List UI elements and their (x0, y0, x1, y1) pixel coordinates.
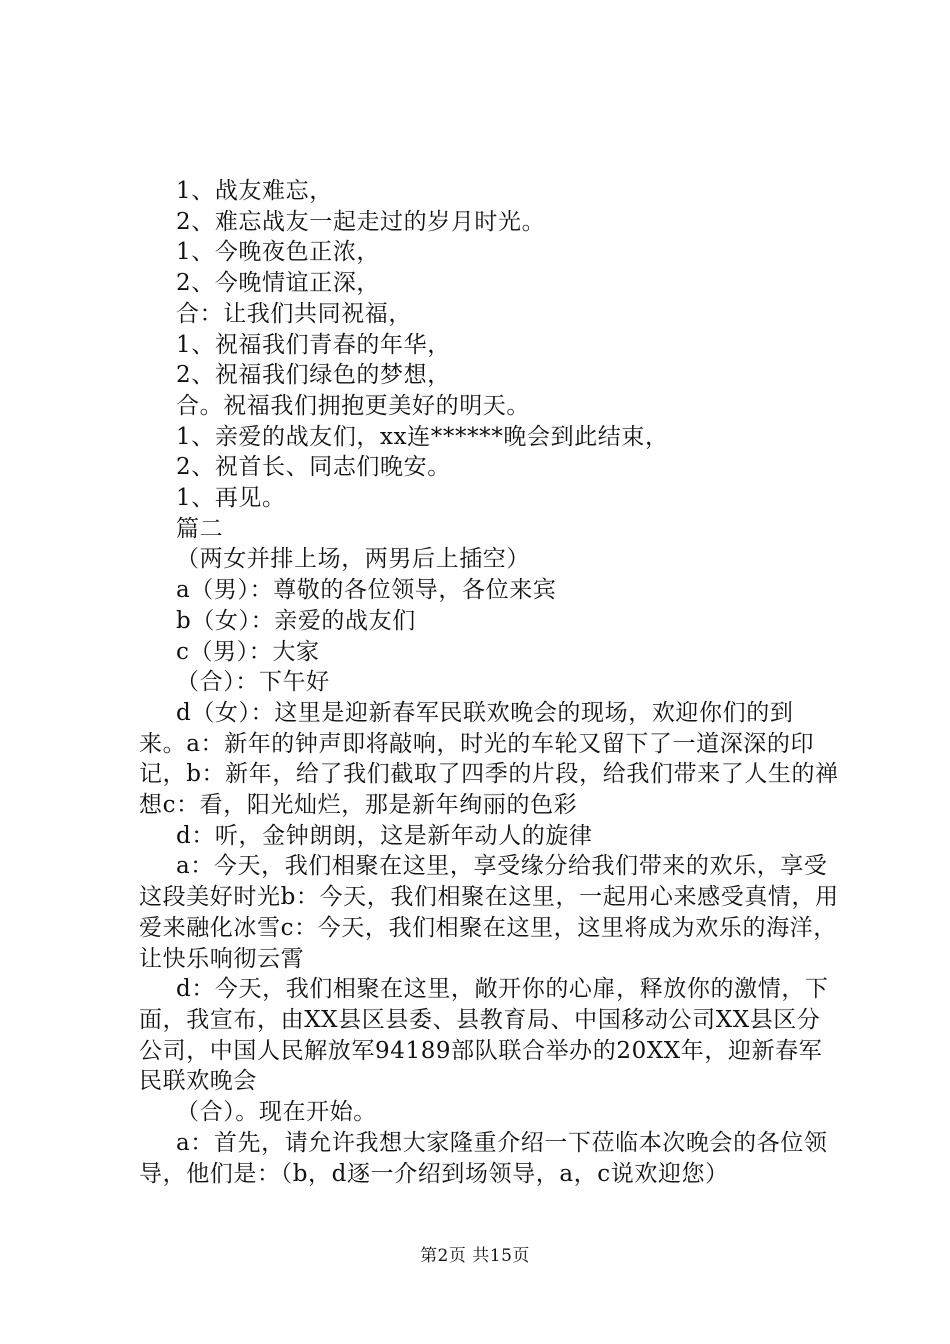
text-line: 1、亲爱的战友们，xx连******晚会到此结束， (176, 423, 669, 450)
text-line: 1、祝福我们青春的年华， (176, 331, 451, 358)
text-line: c（男）：大家 (176, 638, 320, 665)
paragraph: d（女）：这里是迎新春军民联欢晚会的现场，欢迎你们的到来。a：新年的钟声即将敲响，时光的车轮又留下了一道深深的印记，b：新年，给了我们截取了四季的片段，给我们带来了人生的禅想c：看，阳光灿烂，那是新年绚丽的色彩 (139, 699, 839, 819)
text-line: a（男）：尊敬的各位领导，各位来宾 (176, 577, 557, 604)
text-line: 合。祝福我们拥抱更美好的明天。 (176, 392, 530, 419)
stage-direction: （两女并排上场，两男后上插空） (176, 546, 530, 573)
document-body (139, 176, 839, 1189)
text-line: （合）：下午好 (176, 669, 330, 696)
text-line: 2、难忘战友一起走过的岁月时光。 (176, 208, 546, 235)
text-line: 1、今晚夜色正浓， (176, 239, 381, 266)
paragraph: d：今天，我们相聚在这里，敞开你的心扉，释放你的激情，下面，我宣布，由XX县区县委、县教育局、中国移动公司XX县区分公司，中国人民解放军94189部队联合举办的20XX年，迎新春军民联欢晚会 (139, 976, 829, 1095)
paragraph: a：今天，我们相聚在这里，享受缘分给我们带来的欢乐，享受这段美好时光b：今天，我们相聚在这里，一起用心来感受真情，用爱来融化冰雪c：今天，我们相聚在这里，这里将成为欢乐的海洋，让快乐响彻云霄 (139, 853, 839, 972)
paragraph: a：首先，请允许我想大家隆重介绍一下莅临本次晚会的各位领导，他们是：（b，d逐一介绍到场领导，a，c说欢迎您） (139, 1129, 828, 1187)
text-line: （合）。现在开始。 (176, 1099, 377, 1126)
text-line: b（女）：亲爱的战友们 (176, 607, 416, 634)
text-line: 2、今晚情谊正深， (176, 270, 381, 297)
section-heading: 篇二 (176, 515, 224, 542)
text-line: 2、祝福我们绿色的梦想， (176, 362, 451, 389)
text-line: 1、再见。 (176, 485, 286, 512)
text-line: 1、战友难忘， (176, 178, 333, 204)
text-line: 2、祝首长、同志们晚安。 (176, 454, 451, 481)
page-footer: 第2页 共15页 (420, 1246, 530, 1266)
paragraph: d：听，金钟朗朗，这是新年动人的旋律 (176, 822, 593, 849)
text-line: 合：让我们共同祝福， (176, 300, 412, 327)
